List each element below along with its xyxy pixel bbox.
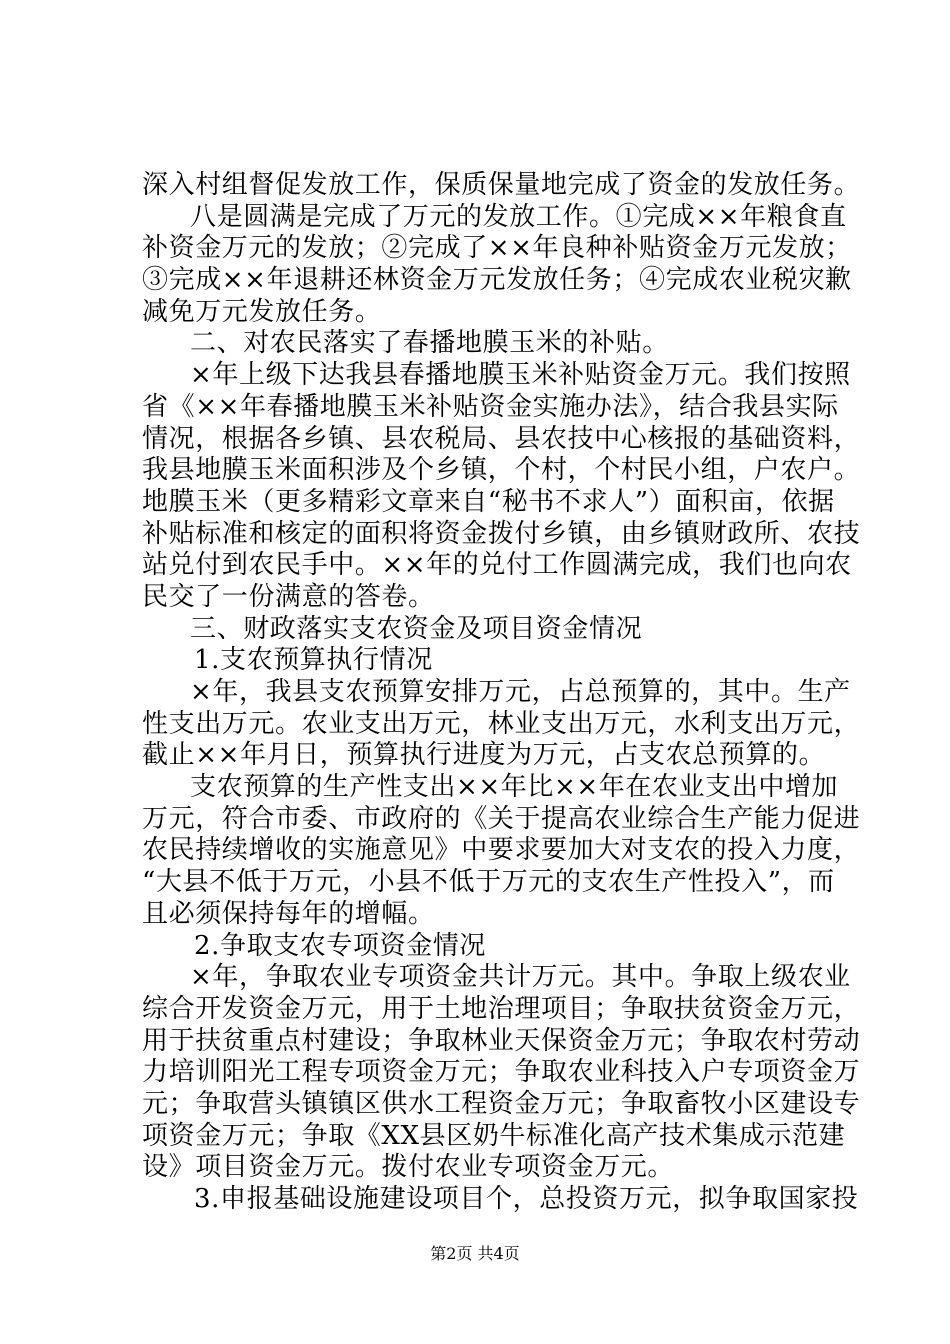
page-footer: 第2页 共4页 [430,1244,520,1263]
text-line: 民交了一份满意的答卷。 [142,581,435,612]
text-line: ×年，争取农业专项资金共计万元。其中。争取上级农业 [190,962,851,993]
text-line: 且必须保持每年的增幅。 [142,898,435,929]
text-line: 设》项目资金万元。拨付农业专项资金万元。 [142,1152,675,1183]
text-line: 综合开发资金万元，用于土地治理项目；争取扶贫资金万元， [142,993,861,1024]
text-line: 补资金万元的发放；②完成了××年良种补贴资金万元发放； [142,233,852,264]
text-line: 万元，符合市委、市政府的《关于提高农业综合生产能力促进 [142,803,861,834]
text-line: 减免万元发放任务。 [142,296,382,327]
text-line: ×年上级下达我县春播地膜玉米补贴资金万元。我们按照 [190,360,851,391]
text-line: 支农预算的生产性支出××年比××年在农业支出中增加 [190,772,839,803]
text-line: ×年，我县支农预算安排万元，占总预算的，其中。生产 [190,677,851,707]
text-line: 站兑付到农民手中。××年的兑付工作圆满完成，我们也向农 [142,550,852,581]
subsection-heading: 3.申报基础设施建设项目个，总投资万元，拟争取国家投 [194,1184,859,1214]
text-line: “大县不低于万元，小县不低于万元的支农生产性投入”，而 [142,867,835,898]
text-line: 省《××年春播地膜玉米补贴资金实施办法》，结合我县实际 [142,391,839,422]
section-heading: 二、对农民落实了春播地膜玉米的补贴。 [190,328,669,359]
text-line: 深入村组督促发放工作，保质保量地完成了资金的发放任务。 [142,170,861,200]
text-line: 力培训阳光工程专项资金万元；争取农业科技入户专项资金万 [142,1057,861,1088]
text-line: ③完成××年退耕还林资金万元发放任务；④完成农业税灾歉 [142,265,852,296]
text-line: 项资金万元；争取《XX县区奶牛标准化高产技术集成示范建 [142,1120,846,1151]
text-line: 情况，根据各乡镇、县农税局、县农技中心核报的基础资料， [142,423,861,454]
text-line: 元；争取营头镇镇区供水工程资金万元；争取畜牧小区建设专 [142,1088,861,1119]
text-line: 补贴标准和核定的面积将资金拨付乡镇，由乡镇财政所、农技 [142,518,861,549]
text-line: 八是圆满是完成了万元的发放工作。①完成××年粮食直 [190,201,847,232]
text-line: 地膜玉米（更多精彩文章来自“秘书不求人”）面积亩，依据 [142,486,835,517]
text-line: 截止××年月日，预算执行进度为万元，占支农总预算的。 [142,740,826,771]
document-body [142,170,861,1216]
section-heading: 三、财政落实支农资金及项目资金情况 [190,613,643,644]
text-line: 性支出万元。农业支出万元，林业支出万元，水利支出万元， [142,708,861,739]
text-line: 用于扶贫重点村建设；争取林业天保资金万元；争取农村劳动 [142,1025,861,1056]
subsection-heading: 1.支农预算执行情况 [194,645,433,676]
text-line: 农民持续增收的实施意见》中要求要加大对支农的投入力度， [142,835,861,866]
text-line: 我县地膜玉米面积涉及个乡镇，个村，个村民小组，户农户。 [142,455,861,486]
subsection-heading: 2.争取支农专项资金情况 [194,930,487,961]
